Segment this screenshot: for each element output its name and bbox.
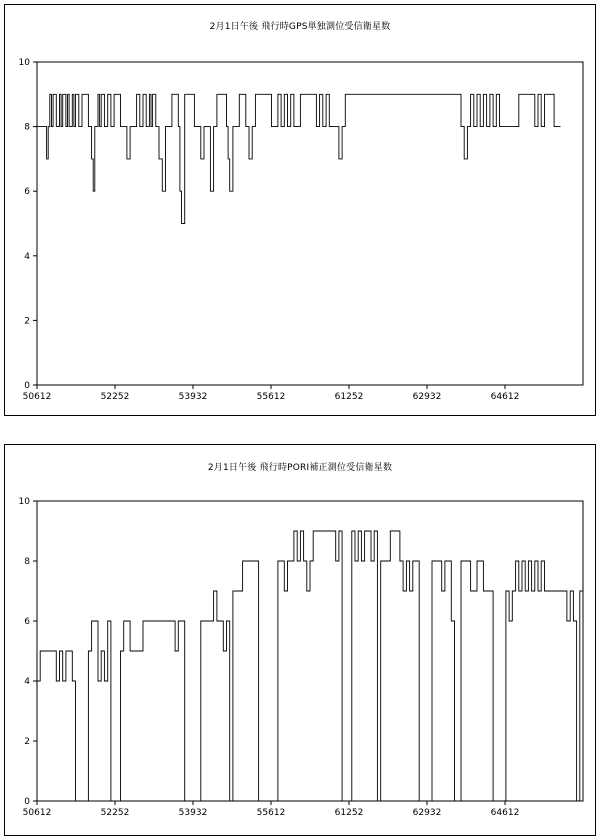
x-tick-label: 61252	[334, 392, 364, 402]
y-tick-label: 10	[18, 58, 30, 68]
x-tick-label: 55612	[256, 808, 286, 818]
y-tick-label: 6	[24, 617, 30, 627]
y-tick-label: 0	[24, 797, 30, 807]
plot-area	[37, 501, 583, 801]
x-tick-label: 62932	[412, 808, 442, 818]
x-tick-label: 61252	[334, 808, 364, 818]
chart-plot	[5, 5, 595, 415]
x-tick-label: 55612	[256, 392, 286, 402]
x-tick-label: 50612	[22, 808, 52, 818]
x-tick-label: 62932	[412, 392, 442, 402]
y-tick-label: 4	[24, 677, 30, 687]
x-tick-label: 52252	[100, 392, 130, 402]
y-tick-label: 8	[24, 122, 30, 133]
y-tick-label: 4	[24, 251, 30, 262]
x-tick-label: 53932	[178, 808, 208, 818]
plot-area	[37, 62, 583, 385]
y-tick-label: 2	[24, 316, 30, 327]
series-line	[37, 531, 583, 801]
y-tick-label: 10	[18, 497, 30, 507]
x-tick-label: 64612	[490, 808, 520, 818]
chart-title: 2月1日午後 飛行時PORI補正測位受信衛星数	[207, 463, 393, 473]
y-tick-label: 8	[24, 557, 30, 567]
y-tick-label: 2	[24, 737, 30, 747]
chart-panel-pori	[4, 444, 596, 836]
x-tick-label: 52252	[100, 808, 130, 818]
y-tick-label: 6	[24, 187, 30, 198]
x-tick-label: 64612	[490, 392, 520, 402]
y-tick-label: 0	[24, 381, 30, 391]
chart-panel-gps	[4, 4, 596, 416]
x-tick-label: 50612	[22, 392, 52, 402]
series-line	[37, 94, 561, 223]
chart-plot	[5, 445, 595, 835]
chart-title: 2月1日午後 飛行時GPS単独測位受信衛星数	[209, 22, 391, 32]
x-tick-label: 53932	[178, 392, 208, 402]
